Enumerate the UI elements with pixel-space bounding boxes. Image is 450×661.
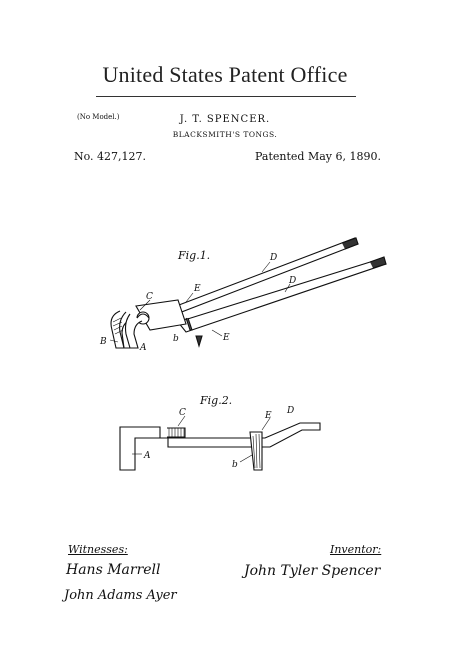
fig1-part-e-top: E [194, 284, 201, 294]
fig1-label: Fig.1. [178, 249, 211, 262]
fig2-label: Fig.2. [200, 394, 233, 407]
no-model-note: (No Model.) [77, 113, 120, 121]
inventor-label: Inventor: [330, 543, 382, 556]
fig2-part-d: D [287, 406, 295, 416]
fig2-part-e: E [265, 411, 272, 421]
office-title: United States Patent Office [102, 62, 348, 87]
inventor-signature: John Tyler Spencer [244, 563, 381, 579]
fig2-part-b: b [232, 460, 238, 470]
figure-2-side-view [120, 416, 320, 470]
fig1-part-d-lower: D [289, 276, 297, 286]
invention-title: BLACKSMITH'S TONGS. [172, 130, 278, 139]
fig1-part-e-lower: E [223, 333, 230, 343]
fig2-part-c: C [179, 408, 186, 418]
fig1-part-b-small: b [173, 334, 179, 344]
fig1-part-b: B [100, 337, 107, 347]
fig1-part-a: A [140, 343, 147, 353]
inventor-name: J. T. SPENCER. [179, 114, 271, 125]
fig2-part-a: A [144, 451, 151, 461]
patent-date: Patented May 6, 1890. [255, 150, 381, 163]
fig1-part-c: C [146, 292, 153, 302]
witness-2-signature: John Adams Ayer [64, 588, 177, 603]
witness-1-signature: Hans Marrell [66, 562, 161, 578]
witnesses-label: Witnesses: [68, 543, 128, 556]
patent-number: No. 427,127. [74, 150, 147, 163]
fig1-part-d-top: D [270, 253, 278, 263]
